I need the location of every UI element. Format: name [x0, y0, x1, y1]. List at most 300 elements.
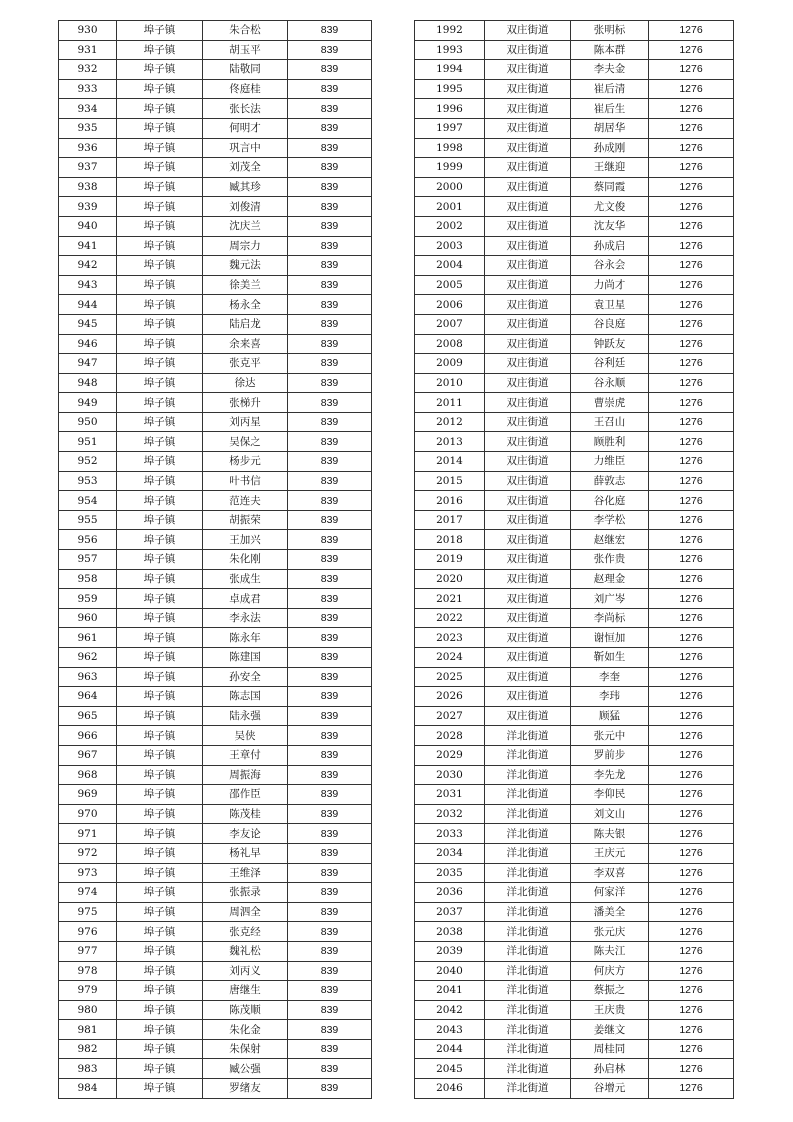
name-cell: 王庆贵	[571, 1000, 649, 1020]
town-cell: 埠子镇	[117, 334, 203, 354]
name-cell: 张长法	[203, 99, 288, 119]
name-cell: 陈本群	[571, 40, 649, 60]
serial-number-cell: 2004	[415, 256, 485, 276]
amount-cell: 1276	[649, 608, 734, 628]
serial-number-cell: 1997	[415, 118, 485, 138]
amount-cell: 839	[288, 314, 372, 334]
name-cell: 臧其珍	[203, 177, 288, 197]
town-cell: 双庄街道	[485, 628, 571, 648]
name-cell: 罗绪友	[203, 1079, 288, 1099]
town-cell: 双庄街道	[485, 138, 571, 158]
name-cell: 钟跃友	[571, 334, 649, 354]
name-cell: 胡玉平	[203, 40, 288, 60]
table-row	[59, 843, 372, 863]
amount-cell: 839	[288, 393, 372, 413]
town-cell: 洋北街道	[485, 1079, 571, 1099]
town-cell: 埠子镇	[117, 314, 203, 334]
table-row	[415, 824, 734, 844]
amount-cell: 839	[288, 530, 372, 550]
serial-number-cell: 2008	[415, 334, 485, 354]
amount-cell: 839	[288, 1079, 372, 1099]
serial-number-cell: 2031	[415, 785, 485, 805]
table-row	[415, 765, 734, 785]
amount-cell: 839	[288, 177, 372, 197]
serial-number-cell: 2009	[415, 354, 485, 374]
amount-cell: 839	[288, 863, 372, 883]
serial-number-cell: 2042	[415, 1000, 485, 1020]
table-row	[59, 961, 372, 981]
serial-number-cell: 2014	[415, 452, 485, 472]
serial-number-cell: 965	[59, 706, 117, 726]
name-cell: 袁卫星	[571, 295, 649, 315]
town-cell: 洋北街道	[485, 824, 571, 844]
amount-cell: 1276	[649, 628, 734, 648]
town-cell: 双庄街道	[485, 491, 571, 511]
town-cell: 双庄街道	[485, 21, 571, 41]
table-row	[59, 824, 372, 844]
name-cell: 陈茂顺	[203, 1000, 288, 1020]
name-cell: 孙成启	[571, 236, 649, 256]
amount-cell: 1276	[649, 902, 734, 922]
amount-cell: 1276	[649, 138, 734, 158]
serial-number-cell: 954	[59, 491, 117, 511]
amount-cell: 1276	[649, 530, 734, 550]
name-cell: 范连夫	[203, 491, 288, 511]
table-row	[415, 863, 734, 883]
table-row	[59, 765, 372, 785]
name-cell: 王加兴	[203, 530, 288, 550]
town-cell: 埠子镇	[117, 256, 203, 276]
table-row	[415, 1059, 734, 1079]
amount-cell: 839	[288, 745, 372, 765]
amount-cell: 1276	[649, 412, 734, 432]
table-row	[415, 138, 734, 158]
serial-number-cell: 983	[59, 1059, 117, 1079]
name-cell: 李友论	[203, 824, 288, 844]
amount-cell: 1276	[649, 843, 734, 863]
name-cell: 杨永全	[203, 295, 288, 315]
name-cell: 力尚才	[571, 275, 649, 295]
serial-number-cell: 1995	[415, 79, 485, 99]
name-cell: 赵继宏	[571, 530, 649, 550]
amount-cell: 1276	[649, 177, 734, 197]
table-row	[59, 1059, 372, 1079]
name-cell: 周宗力	[203, 236, 288, 256]
table-row	[415, 275, 734, 295]
town-cell: 埠子镇	[117, 118, 203, 138]
name-cell: 胡居华	[571, 118, 649, 138]
table-row	[415, 981, 734, 1001]
name-cell: 叶书信	[203, 471, 288, 491]
serial-number-cell: 935	[59, 118, 117, 138]
serial-number-cell: 970	[59, 804, 117, 824]
name-cell: 李尚标	[571, 608, 649, 628]
amount-cell: 1276	[649, 21, 734, 41]
serial-number-cell: 1993	[415, 40, 485, 60]
table-row	[415, 314, 734, 334]
town-cell: 埠子镇	[117, 1079, 203, 1099]
town-cell: 埠子镇	[117, 648, 203, 668]
table-row	[59, 373, 372, 393]
serial-number-cell: 2012	[415, 412, 485, 432]
town-cell: 双庄街道	[485, 256, 571, 276]
name-cell: 陈夫银	[571, 824, 649, 844]
table-row	[415, 236, 734, 256]
right-roster-table	[414, 20, 734, 1099]
serial-number-cell: 958	[59, 569, 117, 589]
serial-number-cell: 937	[59, 158, 117, 178]
table-row	[59, 334, 372, 354]
town-cell: 埠子镇	[117, 569, 203, 589]
amount-cell: 839	[288, 373, 372, 393]
town-cell: 洋北街道	[485, 941, 571, 961]
table-row	[59, 491, 372, 511]
serial-number-cell: 1998	[415, 138, 485, 158]
table-row	[415, 158, 734, 178]
serial-number-cell: 976	[59, 922, 117, 942]
table-row	[415, 550, 734, 570]
name-cell: 陆敬同	[203, 60, 288, 80]
name-cell: 谷良庭	[571, 314, 649, 334]
name-cell: 张振录	[203, 883, 288, 903]
right-roster-body	[415, 21, 734, 1099]
table-row	[59, 118, 372, 138]
town-cell: 埠子镇	[117, 667, 203, 687]
serial-number-cell: 980	[59, 1000, 117, 1020]
amount-cell: 839	[288, 608, 372, 628]
town-cell: 洋北街道	[485, 902, 571, 922]
amount-cell: 839	[288, 40, 372, 60]
amount-cell: 839	[288, 589, 372, 609]
serial-number-cell: 936	[59, 138, 117, 158]
amount-cell: 839	[288, 256, 372, 276]
amount-cell: 1276	[649, 1059, 734, 1079]
amount-cell: 1276	[649, 961, 734, 981]
town-cell: 洋北街道	[485, 804, 571, 824]
town-cell: 埠子镇	[117, 628, 203, 648]
serial-number-cell: 979	[59, 981, 117, 1001]
serial-number-cell: 972	[59, 843, 117, 863]
serial-number-cell: 984	[59, 1079, 117, 1099]
serial-number-cell: 938	[59, 177, 117, 197]
town-cell: 双庄街道	[485, 40, 571, 60]
town-cell: 双庄街道	[485, 334, 571, 354]
table-row	[59, 236, 372, 256]
town-cell: 洋北街道	[485, 1000, 571, 1020]
town-cell: 洋北街道	[485, 1020, 571, 1040]
amount-cell: 839	[288, 843, 372, 863]
town-cell: 埠子镇	[117, 79, 203, 99]
serial-number-cell: 2003	[415, 236, 485, 256]
town-cell: 埠子镇	[117, 452, 203, 472]
table-row	[59, 1039, 372, 1059]
name-cell: 尤文俊	[571, 197, 649, 217]
serial-number-cell: 2025	[415, 667, 485, 687]
serial-number-cell: 952	[59, 452, 117, 472]
table-row	[415, 530, 734, 550]
town-cell: 洋北街道	[485, 765, 571, 785]
amount-cell: 1276	[649, 981, 734, 1001]
table-row	[415, 99, 734, 119]
name-cell: 魏礼松	[203, 941, 288, 961]
town-cell: 双庄街道	[485, 706, 571, 726]
name-cell: 张梯升	[203, 393, 288, 413]
serial-number-cell: 2010	[415, 373, 485, 393]
serial-number-cell: 2024	[415, 648, 485, 668]
town-cell: 埠子镇	[117, 197, 203, 217]
table-row	[59, 863, 372, 883]
amount-cell: 1276	[649, 922, 734, 942]
amount-cell: 1276	[649, 550, 734, 570]
name-cell: 朱合松	[203, 21, 288, 41]
name-cell: 谢恒加	[571, 628, 649, 648]
amount-cell: 1276	[649, 471, 734, 491]
serial-number-cell: 2022	[415, 608, 485, 628]
serial-number-cell: 981	[59, 1020, 117, 1040]
amount-cell: 1276	[649, 941, 734, 961]
town-cell: 埠子镇	[117, 550, 203, 570]
amount-cell: 839	[288, 471, 372, 491]
table-row	[59, 452, 372, 472]
amount-cell: 839	[288, 295, 372, 315]
serial-number-cell: 2011	[415, 393, 485, 413]
serial-number-cell: 2013	[415, 432, 485, 452]
town-cell: 双庄街道	[485, 118, 571, 138]
serial-number-cell: 2001	[415, 197, 485, 217]
town-cell: 埠子镇	[117, 60, 203, 80]
table-row	[59, 667, 372, 687]
serial-number-cell: 933	[59, 79, 117, 99]
name-cell: 李夫金	[571, 60, 649, 80]
amount-cell: 839	[288, 60, 372, 80]
town-cell: 埠子镇	[117, 608, 203, 628]
name-cell: 余来喜	[203, 334, 288, 354]
table-row	[59, 40, 372, 60]
table-row	[59, 471, 372, 491]
serial-number-cell: 2016	[415, 491, 485, 511]
town-cell: 双庄街道	[485, 158, 571, 178]
town-cell: 双庄街道	[485, 550, 571, 570]
amount-cell: 1276	[649, 648, 734, 668]
table-row	[59, 1079, 372, 1099]
town-cell: 双庄街道	[485, 354, 571, 374]
table-row	[59, 745, 372, 765]
name-cell: 张元庆	[571, 922, 649, 942]
table-row	[59, 275, 372, 295]
amount-cell: 839	[288, 491, 372, 511]
table-row	[59, 706, 372, 726]
name-cell: 徐美兰	[203, 275, 288, 295]
serial-number-cell: 966	[59, 726, 117, 746]
table-row	[415, 21, 734, 41]
name-cell: 蔡同霞	[571, 177, 649, 197]
town-cell: 埠子镇	[117, 1039, 203, 1059]
table-row	[415, 216, 734, 236]
amount-cell: 839	[288, 902, 372, 922]
amount-cell: 839	[288, 1039, 372, 1059]
serial-number-cell: 2007	[415, 314, 485, 334]
name-cell: 孙成刚	[571, 138, 649, 158]
town-cell: 埠子镇	[117, 40, 203, 60]
amount-cell: 1276	[649, 687, 734, 707]
name-cell: 沈友华	[571, 216, 649, 236]
serial-number-cell: 2002	[415, 216, 485, 236]
town-cell: 双庄街道	[485, 236, 571, 256]
amount-cell: 839	[288, 275, 372, 295]
name-cell: 刘丙星	[203, 412, 288, 432]
name-cell: 王庆元	[571, 843, 649, 863]
amount-cell: 839	[288, 118, 372, 138]
name-cell: 罗前步	[571, 745, 649, 765]
town-cell: 洋北街道	[485, 961, 571, 981]
town-cell: 洋北街道	[485, 726, 571, 746]
serial-number-cell: 951	[59, 432, 117, 452]
name-cell: 谷利廷	[571, 354, 649, 374]
table-row	[59, 569, 372, 589]
name-cell: 陈夫江	[571, 941, 649, 961]
amount-cell: 1276	[649, 314, 734, 334]
name-cell: 陈茂桂	[203, 804, 288, 824]
table-row	[59, 295, 372, 315]
amount-cell: 839	[288, 981, 372, 1001]
serial-number-cell: 2020	[415, 569, 485, 589]
town-cell: 双庄街道	[485, 177, 571, 197]
serial-number-cell: 2037	[415, 902, 485, 922]
town-cell: 埠子镇	[117, 922, 203, 942]
town-cell: 埠子镇	[117, 373, 203, 393]
name-cell: 李学松	[571, 510, 649, 530]
name-cell: 陈永年	[203, 628, 288, 648]
amount-cell: 1276	[649, 118, 734, 138]
table-row	[59, 1020, 372, 1040]
town-cell: 双庄街道	[485, 667, 571, 687]
amount-cell: 1276	[649, 726, 734, 746]
amount-cell: 839	[288, 569, 372, 589]
town-cell: 双庄街道	[485, 452, 571, 472]
town-cell: 双庄街道	[485, 314, 571, 334]
town-cell: 双庄街道	[485, 393, 571, 413]
table-row	[59, 354, 372, 374]
town-cell: 埠子镇	[117, 765, 203, 785]
table-row	[59, 608, 372, 628]
name-cell: 吴保之	[203, 432, 288, 452]
amount-cell: 1276	[649, 667, 734, 687]
name-cell: 巩言中	[203, 138, 288, 158]
serial-number-cell: 1999	[415, 158, 485, 178]
town-cell: 埠子镇	[117, 589, 203, 609]
serial-number-cell: 2033	[415, 824, 485, 844]
serial-number-cell: 2032	[415, 804, 485, 824]
table-row	[59, 177, 372, 197]
town-cell: 埠子镇	[117, 706, 203, 726]
town-cell: 埠子镇	[117, 530, 203, 550]
town-cell: 埠子镇	[117, 99, 203, 119]
serial-number-cell: 2029	[415, 745, 485, 765]
name-cell: 李双喜	[571, 863, 649, 883]
table-row	[415, 922, 734, 942]
name-cell: 吴侠	[203, 726, 288, 746]
name-cell: 张克平	[203, 354, 288, 374]
town-cell: 双庄街道	[485, 569, 571, 589]
name-cell: 蔡振之	[571, 981, 649, 1001]
table-row	[415, 569, 734, 589]
table-row	[415, 118, 734, 138]
table-row	[415, 412, 734, 432]
table-row	[415, 373, 734, 393]
table-row	[59, 510, 372, 530]
serial-number-cell: 2018	[415, 530, 485, 550]
town-cell: 双庄街道	[485, 510, 571, 530]
name-cell: 张明标	[571, 21, 649, 41]
serial-number-cell: 2039	[415, 941, 485, 961]
amount-cell: 1276	[649, 197, 734, 217]
name-cell: 张克经	[203, 922, 288, 942]
name-cell: 谷化庭	[571, 491, 649, 511]
town-cell: 洋北街道	[485, 785, 571, 805]
serial-number-cell: 2006	[415, 295, 485, 315]
amount-cell: 1276	[649, 354, 734, 374]
table-row	[59, 138, 372, 158]
name-cell: 潘美全	[571, 902, 649, 922]
town-cell: 埠子镇	[117, 236, 203, 256]
serial-number-cell: 2038	[415, 922, 485, 942]
name-cell: 徐达	[203, 373, 288, 393]
amount-cell: 1276	[649, 334, 734, 354]
table-row	[59, 21, 372, 41]
serial-number-cell: 969	[59, 785, 117, 805]
serial-number-cell: 930	[59, 21, 117, 41]
serial-number-cell: 2005	[415, 275, 485, 295]
amount-cell: 839	[288, 99, 372, 119]
table-row	[415, 295, 734, 315]
table-row	[59, 99, 372, 119]
serial-number-cell: 2028	[415, 726, 485, 746]
serial-number-cell: 2017	[415, 510, 485, 530]
serial-number-cell: 2036	[415, 883, 485, 903]
serial-number-cell: 955	[59, 510, 117, 530]
amount-cell: 1276	[649, 765, 734, 785]
amount-cell: 839	[288, 667, 372, 687]
serial-number-cell: 2044	[415, 1039, 485, 1059]
table-row	[415, 256, 734, 276]
amount-cell: 839	[288, 510, 372, 530]
amount-cell: 839	[288, 412, 372, 432]
name-cell: 朱化金	[203, 1020, 288, 1040]
name-cell: 刘广岑	[571, 589, 649, 609]
amount-cell: 839	[288, 961, 372, 981]
town-cell: 双庄街道	[485, 79, 571, 99]
town-cell: 埠子镇	[117, 412, 203, 432]
serial-number-cell: 971	[59, 824, 117, 844]
serial-number-cell: 957	[59, 550, 117, 570]
table-row	[415, 354, 734, 374]
table-row	[415, 648, 734, 668]
town-cell: 双庄街道	[485, 687, 571, 707]
table-row	[415, 432, 734, 452]
name-cell: 朱保射	[203, 1039, 288, 1059]
table-row	[415, 804, 734, 824]
name-cell: 陈建国	[203, 648, 288, 668]
amount-cell: 1276	[649, 256, 734, 276]
name-cell: 李玮	[571, 687, 649, 707]
amount-cell: 1276	[649, 373, 734, 393]
serial-number-cell: 2023	[415, 628, 485, 648]
amount-cell: 839	[288, 354, 372, 374]
town-cell: 双庄街道	[485, 471, 571, 491]
name-cell: 孙启林	[571, 1059, 649, 1079]
table-row	[415, 491, 734, 511]
town-cell: 洋北街道	[485, 883, 571, 903]
